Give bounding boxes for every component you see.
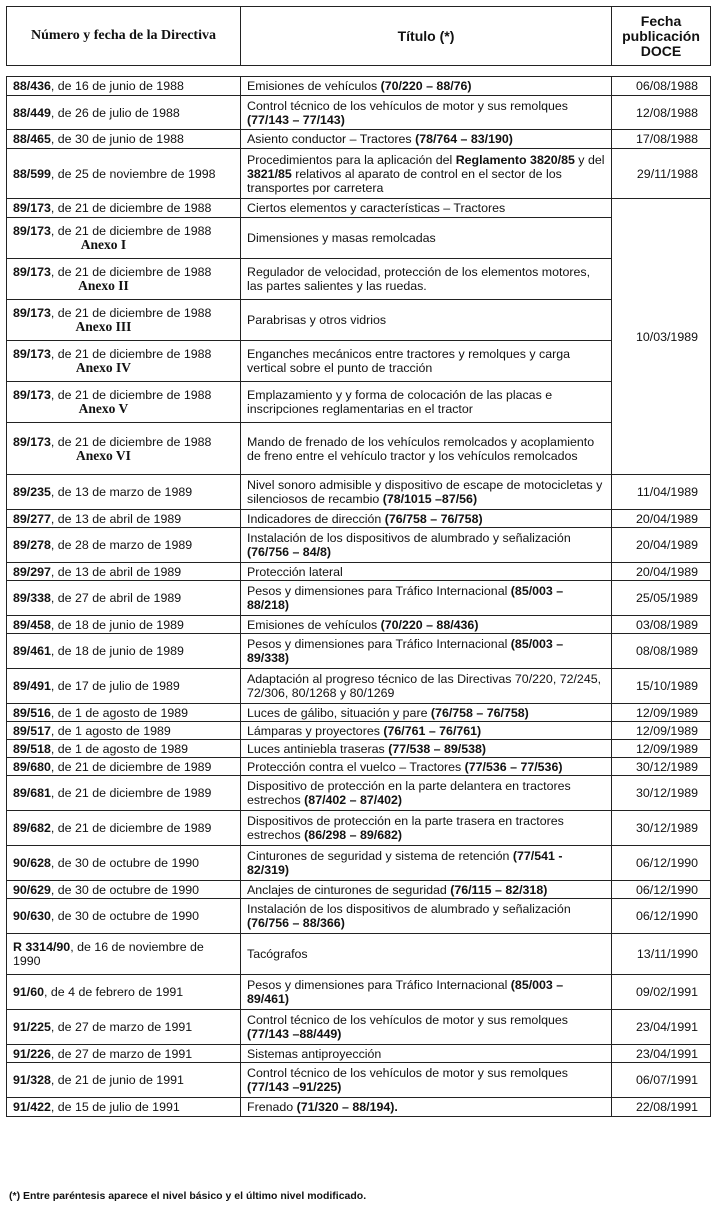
- table-row: [7, 811, 711, 846]
- directive-date: , de 21 de diciembre de 1989: [50, 759, 212, 774]
- table-row: [7, 510, 711, 528]
- title-reference: Reglamento 3820/85: [455, 152, 575, 167]
- publication-date: 06/12/1990: [612, 899, 711, 934]
- directive-number: 89/277: [13, 511, 51, 526]
- publication-date: 12/09/1989: [612, 740, 711, 758]
- directive-number: 89/518: [13, 741, 51, 756]
- table-row: [7, 846, 711, 881]
- publication-date: 22/08/1991: [612, 1098, 711, 1117]
- publication-date: 23/04/1991: [612, 1045, 711, 1063]
- title-text: Emplazamiento y y forma de colocación de las placas e inscripciones reglamentarias en el tractor: [247, 388, 553, 416]
- publication-date: 11/04/1989: [612, 475, 711, 510]
- directive-title: [241, 722, 612, 740]
- table-row: [7, 199, 711, 218]
- directive-date: , de 27 de marzo de 1991: [50, 1020, 193, 1034]
- publication-date: 20/04/1989: [612, 563, 711, 581]
- directive-number: 88/449: [13, 105, 51, 120]
- directive-number-date: [7, 975, 241, 1010]
- directive-date: , de 21 de diciembre de 1988: [50, 306, 212, 320]
- directive-date: , de 21 de diciembre de 1988: [50, 265, 212, 279]
- publication-date: 06/12/1990: [612, 881, 711, 899]
- title-reference: (77/143 – 77/143): [247, 112, 345, 127]
- publication-date: 15/10/1989: [612, 669, 711, 704]
- table-row: [7, 669, 711, 704]
- directive-number-date: [7, 130, 241, 149]
- table-row: [7, 581, 711, 616]
- table-row: [7, 382, 711, 423]
- directive-title: [241, 199, 612, 218]
- publication-date: 09/02/1991: [612, 975, 711, 1010]
- directive-number-date: [7, 528, 241, 563]
- annex-label: Anexo III: [75, 319, 132, 334]
- directive-number: 88/465: [13, 132, 51, 146]
- title-text: y del: [574, 152, 605, 167]
- directive-number-date: [7, 300, 241, 341]
- title-text: Procedimientos para la aplicación del: [247, 152, 456, 167]
- directive-date: , de 25 de noviembre de 1998: [50, 166, 216, 181]
- directive-title: [241, 475, 612, 510]
- directive-number-date: [7, 199, 241, 218]
- title-reference: (76/115 – 82/318): [450, 882, 548, 897]
- directive-number-date: [7, 881, 241, 899]
- directive-number-date: [7, 1063, 241, 1098]
- directive-date: , de 17 de julio de 1989: [50, 679, 180, 693]
- title-text: Asiento conductor – Tractores: [247, 132, 416, 146]
- directive-date: , de 21 de diciembre de 1988: [50, 201, 212, 215]
- directive-number: 89/491: [13, 679, 51, 693]
- table-row: [7, 934, 711, 975]
- directive-date: , de 16 de junio de 1988: [50, 79, 184, 93]
- directive-title: [241, 300, 612, 341]
- header-date-line-2: publicación: [622, 27, 700, 44]
- directive-title: [241, 423, 612, 475]
- title-text: Emisiones de vehículos: [247, 617, 381, 632]
- title-text: Pesos y dimensiones para Tráfico Internacional: [247, 584, 511, 598]
- title-text: Adaptación al progreso técnico de las Directivas 70/220, 72/245, 72/306, 80/1268 y 80/1269: [247, 672, 602, 700]
- table-row: [7, 758, 711, 776]
- directive-date: , de 4 de febrero de 1991: [44, 985, 184, 999]
- directive-title: [241, 740, 612, 758]
- directive-date: , de 30 de junio de 1988: [50, 132, 184, 146]
- annex-label: Anexo II: [78, 278, 129, 293]
- directive-number-date: [7, 382, 241, 423]
- table-row: [7, 1045, 711, 1063]
- directive-title: [241, 616, 612, 634]
- directive-number: 89/682: [13, 821, 51, 835]
- directive-number-date: [7, 423, 241, 475]
- directive-number-date: [7, 581, 241, 616]
- table-row: [7, 616, 711, 634]
- table-row: [7, 975, 711, 1010]
- directive-number-date: [7, 704, 241, 722]
- table-row: [7, 722, 711, 740]
- directive-number: 89/517: [13, 723, 51, 738]
- title-text: Lámparas y proyectores: [247, 723, 384, 738]
- directive-title: [241, 934, 612, 975]
- table-row: [7, 776, 711, 811]
- directive-date: , de 13 de abril de 1989: [50, 511, 182, 526]
- directive-title: [241, 669, 612, 704]
- title-text: Anclajes de cinturones de seguridad: [247, 882, 451, 897]
- header-date-line-3: DOCE: [640, 42, 682, 59]
- directives-table-body: [7, 77, 711, 1117]
- title-text: Pesos y dimensiones para Tráfico Internacional: [247, 637, 511, 651]
- directive-number-date: [7, 740, 241, 758]
- directive-title: [241, 1098, 612, 1117]
- directive-title: [241, 218, 612, 259]
- directive-title: [241, 341, 612, 382]
- directive-number-date: [7, 634, 241, 669]
- directive-title: [241, 704, 612, 722]
- title-text: Instalación de los dispositivos de alumbrado y señalización: [247, 531, 571, 545]
- directive-number-date: [7, 563, 241, 581]
- directive-number: 89/516: [13, 705, 51, 720]
- title-text: Instalación de los dispositivos de alumbrado y señalización: [247, 902, 571, 916]
- publication-date: 23/04/1991: [612, 1010, 711, 1045]
- directive-title: [241, 149, 612, 199]
- directive-date: , de 27 de abril de 1989: [50, 591, 182, 605]
- directive-title: [241, 130, 612, 149]
- annex-label: Anexo VI: [76, 447, 131, 463]
- title-text: Dimensiones y masas remolcadas: [247, 231, 436, 245]
- title-reference: (76/758 – 76/758): [430, 705, 529, 720]
- directive-number: 91/328: [13, 1073, 51, 1087]
- publication-date: 17/08/1988: [612, 130, 711, 149]
- directive-number-date: [7, 149, 241, 199]
- publication-date: 10/03/1989: [612, 199, 711, 475]
- title-reference: (77/143 –91/225): [247, 1080, 342, 1094]
- directive-title: [241, 1063, 612, 1098]
- title-text: Control técnico de los vehículos de motor y sus remolques: [247, 1066, 568, 1080]
- title-text: Nivel sonoro admisible y dispositivo de escape de motocicletas y silenciosos de recambio: [247, 478, 603, 506]
- table-row: [7, 1098, 711, 1117]
- title-text: Luces antiniebla traseras: [247, 741, 389, 756]
- table-row: [7, 218, 711, 259]
- directive-number-date: [7, 341, 241, 382]
- directive-number-date: [7, 758, 241, 776]
- directive-number: 89/235: [13, 485, 51, 499]
- table-row: [7, 149, 711, 199]
- directive-title: [241, 563, 612, 581]
- table-row: [7, 881, 711, 899]
- annex-label: Anexo IV: [75, 360, 132, 375]
- directive-date: , de 21 de diciembre de 1988: [50, 347, 212, 361]
- directive-date: , de 28 de marzo de 1989: [50, 538, 193, 552]
- publication-date: 12/08/1988: [612, 96, 711, 130]
- directive-number: 89/297: [13, 564, 51, 579]
- directive-title: [241, 1045, 612, 1063]
- header-publication-date: [612, 7, 711, 66]
- directive-number-date: [7, 77, 241, 96]
- table-row: [7, 300, 711, 341]
- table-row: [7, 740, 711, 758]
- directive-number-date: [7, 1010, 241, 1045]
- directive-number: 89/458: [13, 617, 51, 632]
- publication-date: 30/12/1989: [612, 776, 711, 811]
- directive-date: , de 21 de diciembre de 1989: [50, 821, 212, 835]
- directives-table: [6, 76, 711, 1117]
- title-reference: (86/298 – 89/682): [304, 828, 402, 842]
- publication-date: 06/12/1990: [612, 846, 711, 881]
- directive-date: , de 26 de julio de 1988: [50, 105, 180, 120]
- title-reference: (77/536 – 77/536): [464, 759, 563, 774]
- title-reference: (70/220 – 88/436): [380, 617, 479, 632]
- directive-title: [241, 776, 612, 811]
- title-text: Protección lateral: [247, 564, 343, 579]
- directive-date: , de 1 agosto de 1989: [50, 723, 171, 738]
- directive-title: [241, 634, 612, 669]
- directive-number-date: [7, 218, 241, 259]
- title-text: Luces de gálibo, situación y pare: [247, 705, 431, 720]
- directive-number: 89/680: [13, 759, 51, 774]
- table-row: [7, 475, 711, 510]
- publication-date: 20/04/1989: [612, 528, 711, 563]
- directive-title: [241, 899, 612, 934]
- directive-number-date: [7, 811, 241, 846]
- directive-date: , de 15 de julio de 1991: [50, 1100, 180, 1114]
- directive-number-date: [7, 475, 241, 510]
- directive-number: 89/681: [13, 786, 51, 800]
- directive-number: 91/60: [13, 985, 45, 999]
- title-text: Tacógrafos: [247, 947, 308, 961]
- title-text: Ciertos elementos y características – Tractores: [247, 201, 506, 215]
- directive-number: 90/630: [13, 909, 51, 923]
- directive-date: , de 18 de junio de 1989: [50, 617, 184, 632]
- directive-title: [241, 96, 612, 130]
- title-reference: (77/143 –88/449): [247, 1027, 342, 1041]
- directive-date: , de 13 de abril de 1989: [50, 564, 182, 579]
- directive-title: [241, 382, 612, 423]
- directive-number-date: [7, 1098, 241, 1117]
- title-reference: (76/761 – 76/761): [383, 723, 482, 738]
- table-row: [7, 341, 711, 382]
- directive-title: [241, 881, 612, 899]
- publication-date: 08/08/1989: [612, 634, 711, 669]
- directive-title: [241, 811, 612, 846]
- directive-number: 90/628: [13, 856, 51, 870]
- directive-title: [241, 528, 612, 563]
- title-reference: (78/1015 –87/56): [382, 492, 478, 506]
- title-reference: (85/003 – 89/461): [247, 978, 564, 1006]
- title-reference: (85/003 – 88/218): [247, 584, 564, 612]
- title-reference: (77/538 – 89/538): [388, 741, 487, 756]
- directive-title: [241, 1010, 612, 1045]
- directive-title: [241, 846, 612, 881]
- table-row: [7, 77, 711, 96]
- title-text: relativos al aparato de control en el sector de los transportes por carretera: [247, 166, 562, 195]
- directive-date: , de 13 de marzo de 1989: [50, 485, 193, 499]
- title-text: Cinturones de seguridad y sistema de retención: [247, 849, 513, 863]
- header-number-date: Número y fecha de la Directiva: [7, 7, 241, 66]
- directive-number: 89/278: [13, 538, 51, 552]
- title-text: Frenado: [247, 1100, 297, 1114]
- title-text: Mando de frenado de los vehículos remolcados y acoplamiento de freno entre el vehículo tractor y los vehículos remolcados: [247, 434, 595, 463]
- title-text: Dispositivo de protección en la parte delantera en tractores estrechos: [247, 779, 571, 807]
- directive-date: , de 21 de diciembre de 1989: [50, 786, 212, 800]
- title-text: Protección contra el vuelco – Tractores: [247, 759, 465, 774]
- table-row: [7, 704, 711, 722]
- directive-date: , de 30 de octubre de 1990: [50, 882, 200, 897]
- directive-number: 89/173: [13, 347, 51, 361]
- publication-date: 20/04/1989: [612, 510, 711, 528]
- directive-number-date: [7, 510, 241, 528]
- directive-number: 89/173: [13, 306, 51, 320]
- footnote: (*) Entre paréntesis aparece el nivel básico y el último nivel modificado.: [9, 1190, 367, 1202]
- table-row: [7, 423, 711, 475]
- directive-number: 89/173: [13, 434, 51, 449]
- publication-date: 12/09/1989: [612, 722, 711, 740]
- title-reference: 3821/85: [247, 166, 292, 181]
- directive-number: 89/173: [13, 388, 51, 402]
- annex-label: Anexo I: [80, 237, 127, 252]
- directive-date: , de 1 de agosto de 1989: [50, 741, 189, 756]
- table-row: [7, 96, 711, 130]
- publication-date: 29/11/1988: [612, 149, 711, 199]
- publication-date: 03/08/1989: [612, 616, 711, 634]
- directive-number-date: [7, 899, 241, 934]
- title-reference: (76/758 – 76/758): [384, 511, 483, 526]
- title-text: Indicadores de dirección: [247, 511, 385, 526]
- directive-number: 91/226: [13, 1046, 51, 1061]
- directive-number-date: [7, 1045, 241, 1063]
- title-text: Dispositivos de protección en la parte trasera en tractores estrechos: [247, 814, 564, 842]
- directive-number-date: [7, 776, 241, 811]
- directive-date: , de 21 de diciembre de 1988: [50, 434, 212, 449]
- directive-date: , de 16 de noviembre de 1990: [13, 940, 204, 968]
- publication-date: 30/12/1989: [612, 758, 711, 776]
- directive-title: [241, 758, 612, 776]
- title-text: Pesos y dimensiones para Tráfico Internacional: [247, 978, 511, 992]
- table-row: [7, 130, 711, 149]
- directive-date: , de 1 de agosto de 1989: [50, 705, 189, 720]
- table-row: [7, 899, 711, 934]
- title-reference: (76/756 – 88/366): [247, 916, 345, 930]
- directive-title: [241, 259, 612, 300]
- title-text: Emisiones de vehículos: [247, 79, 381, 93]
- directive-date: , de 21 de diciembre de 1988: [50, 224, 212, 238]
- title-text: Control técnico de los vehículos de motor y sus remolques: [247, 98, 568, 113]
- directive-number: 88/436: [13, 79, 51, 93]
- directive-number: R 3314/90: [13, 940, 71, 954]
- publication-date: 13/11/1990: [612, 934, 711, 975]
- annex-label: Anexo V: [78, 401, 129, 416]
- title-reference: (76/756 – 84/8): [247, 545, 332, 559]
- header-date-line-1: Fecha: [640, 12, 682, 29]
- publication-date: 06/08/1988: [612, 77, 711, 96]
- title-text: Parabrisas y otros vidrios: [247, 313, 387, 327]
- directive-date: , de 21 de junio de 1991: [50, 1073, 184, 1087]
- table-row: [7, 528, 711, 563]
- directive-number-date: [7, 96, 241, 130]
- title-reference: (87/402 – 87/402): [304, 793, 402, 807]
- directive-number-date: [7, 722, 241, 740]
- directive-title: [241, 581, 612, 616]
- table-row: [7, 634, 711, 669]
- directive-number: 89/173: [13, 265, 51, 279]
- directive-number-date: [7, 934, 241, 975]
- table-row: [7, 259, 711, 300]
- title-reference: (71/320 – 88/194).: [296, 1100, 398, 1114]
- title-reference: (78/764 – 83/190): [415, 132, 513, 146]
- directive-date: , de 30 de octubre de 1990: [50, 856, 200, 870]
- publication-date: 06/07/1991: [612, 1063, 711, 1098]
- title-reference: (85/003 – 89/338): [247, 637, 564, 665]
- directive-number: 88/599: [13, 166, 51, 181]
- directive-date: , de 30 de octubre de 1990: [50, 909, 200, 923]
- directive-number-date: [7, 259, 241, 300]
- directive-number: 89/338: [13, 591, 51, 605]
- directive-date: , de 27 de marzo de 1991: [50, 1046, 193, 1061]
- table-row: [7, 1010, 711, 1045]
- directive-number: 90/629: [13, 882, 51, 897]
- title-text: Enganches mecánicos entre tractores y remolques y carga vertical sobre el punto de tracción: [247, 347, 571, 375]
- publication-date: 12/09/1989: [612, 704, 711, 722]
- directive-title: [241, 975, 612, 1010]
- header-title: Título (*): [241, 7, 612, 66]
- table-row: [7, 563, 711, 581]
- directive-number-date: [7, 846, 241, 881]
- directive-number-date: [7, 616, 241, 634]
- title-text: Control técnico de los vehículos de motor y sus remolques: [247, 1013, 568, 1027]
- title-text: Regulador de velocidad, protección de los elementos motores, las partes salientes y las ruedas.: [247, 265, 591, 293]
- table-row: [7, 1063, 711, 1098]
- directive-date: , de 18 de junio de 1989: [50, 644, 184, 658]
- directive-title: [241, 510, 612, 528]
- table-header: [6, 6, 711, 66]
- directive-number: 91/422: [13, 1100, 51, 1114]
- publication-date: 25/05/1989: [612, 581, 711, 616]
- directive-number: 89/173: [13, 224, 51, 238]
- title-text: Sistemas antiproyección: [247, 1046, 382, 1061]
- directive-number: 91/225: [13, 1020, 51, 1034]
- title-reference: (70/220 – 88/76): [380, 79, 472, 93]
- directive-number: 89/461: [13, 644, 51, 658]
- directive-number-date: [7, 669, 241, 704]
- directive-title: [241, 77, 612, 96]
- publication-date: 30/12/1989: [612, 811, 711, 846]
- directive-number: 89/173: [13, 201, 51, 215]
- directive-date: , de 21 de diciembre de 1988: [50, 388, 212, 402]
- title-reference: (77/541 - 82/319): [247, 849, 563, 877]
